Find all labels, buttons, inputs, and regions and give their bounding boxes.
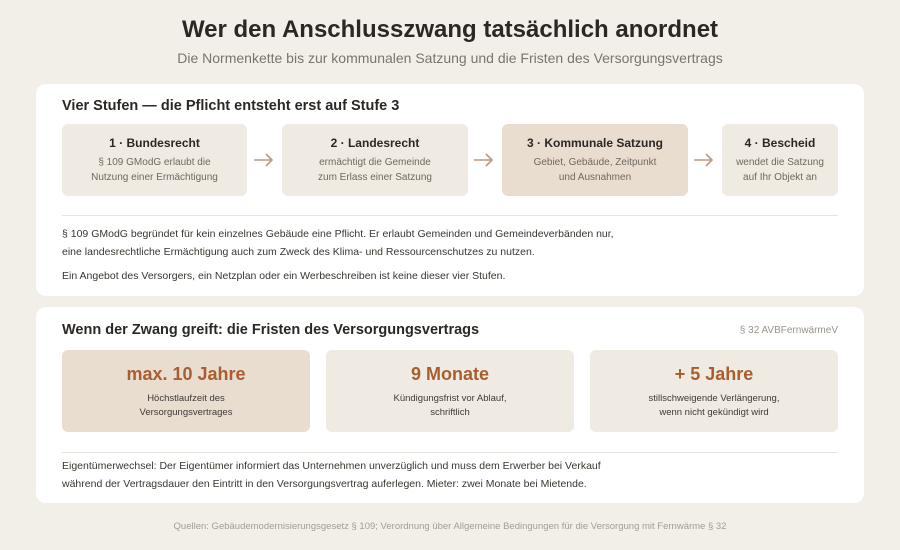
owner-change-note xyxy=(62,457,842,493)
fact-extension xyxy=(590,350,838,432)
fact-description xyxy=(590,392,838,420)
stages-card xyxy=(36,84,864,296)
step-title: 1 · Bundesrecht xyxy=(109,136,200,150)
step-title: 4 · Bescheid xyxy=(744,136,816,150)
fact-desc-line: stillschweigende Verlängerung, xyxy=(648,393,780,404)
step-notice xyxy=(722,124,838,196)
page-subtitle: Die Normenkette bis zur kommunalen Satzung und die Fristen des Versorgungsvertrags xyxy=(177,50,723,66)
fact-value: + 5 Jahre xyxy=(674,364,754,384)
step-desc-line: ermächtigt die Gemeinde xyxy=(319,157,431,168)
fact-notice-period xyxy=(326,350,574,432)
legal-reference: § 32 AVBFernwärmeV xyxy=(739,325,838,336)
step-federal-law xyxy=(62,124,247,196)
fact-desc-line: wenn nicht gekündigt wird xyxy=(659,407,769,418)
deadlines-card xyxy=(36,307,864,503)
arrow-right-icon xyxy=(472,150,496,170)
step-description xyxy=(502,156,688,185)
divider xyxy=(62,215,838,216)
fact-value: 9 Monate xyxy=(410,364,489,384)
step-state-law xyxy=(282,124,468,196)
page-title: Wer den Anschlusszwang tatsächlich anordnet xyxy=(181,16,719,43)
step-title: 2 · Landesrecht xyxy=(330,136,420,150)
step-desc-line: zum Erlass einer Satzung xyxy=(318,171,432,183)
fact-desc-line: Kündigungsfrist vor Ablauf, xyxy=(393,393,507,404)
step-description xyxy=(282,156,468,185)
paragraph-line: § 109 GModG begründet für kein einzelnes Gebäude eine Pflicht. Er erlaubt Gemeinden und Gemeindeverbänden nur, xyxy=(62,228,614,240)
arrow-right-icon xyxy=(252,150,276,170)
fact-desc-line: Versorgungsvertrages xyxy=(139,407,233,418)
step-title: 3 · Kommunale Satzung xyxy=(526,136,663,150)
fact-max-term xyxy=(62,350,310,432)
arrow-right-icon xyxy=(692,150,716,170)
explanation-paragraph xyxy=(62,225,842,261)
sources-footer: Quellen: Gebäudemodernisierungsgesetz § 109; Verordnung über Allgemeine Bedingungen für die Versorgung mit Fernwärme § 32 xyxy=(173,521,727,532)
step-desc-line: Gebiet, Gebäude, Zeitpunkt xyxy=(533,157,657,168)
offer-note: Ein Angebot des Versorgers, ein Netzplan oder ein Werbeschreiben ist keine dieser vier Stufen. xyxy=(62,270,506,282)
paragraph-line: eine landesrechtliche Ermächtigung auch zum Zweck des Klima- und Ressourcenschutzes zu nutzen. xyxy=(62,246,535,258)
fact-desc-line: Höchstlaufzeit des xyxy=(147,393,225,404)
step-desc-line: Nutzung einer Ermächtigung xyxy=(91,171,218,183)
fact-description xyxy=(62,392,310,420)
step-description xyxy=(722,156,838,185)
fact-description xyxy=(326,392,574,420)
fact-value: max. 10 Jahre xyxy=(126,364,246,384)
deadlines-heading: Wenn der Zwang greift: die Fristen des Versorgungsvertrags xyxy=(62,322,480,338)
paragraph-line: Eigentümerwechsel: Der Eigentümer informiert das Unternehmen unverzüglich und muss dem Erwerber bei Verkauf xyxy=(62,460,601,472)
step-desc-line: § 109 GModG erlaubt die xyxy=(98,157,211,168)
divider xyxy=(62,452,838,453)
step-desc-line: auf Ihr Objekt an xyxy=(743,171,817,183)
step-desc-line: wendet die Satzung xyxy=(736,157,824,168)
step-municipal-statute xyxy=(502,124,688,196)
stages-heading: Vier Stufen — die Pflicht entsteht erst auf Stufe 3 xyxy=(62,98,400,114)
step-description xyxy=(62,156,247,185)
step-desc-line: und Ausnahmen xyxy=(558,171,632,183)
fact-desc-line: schriftlich xyxy=(430,407,470,418)
paragraph-line: während der Vertragsdauer den Eintritt in den Versorgungsvertrag auferlegen. Mieter: zwei Monate bei Mietende. xyxy=(62,478,587,490)
